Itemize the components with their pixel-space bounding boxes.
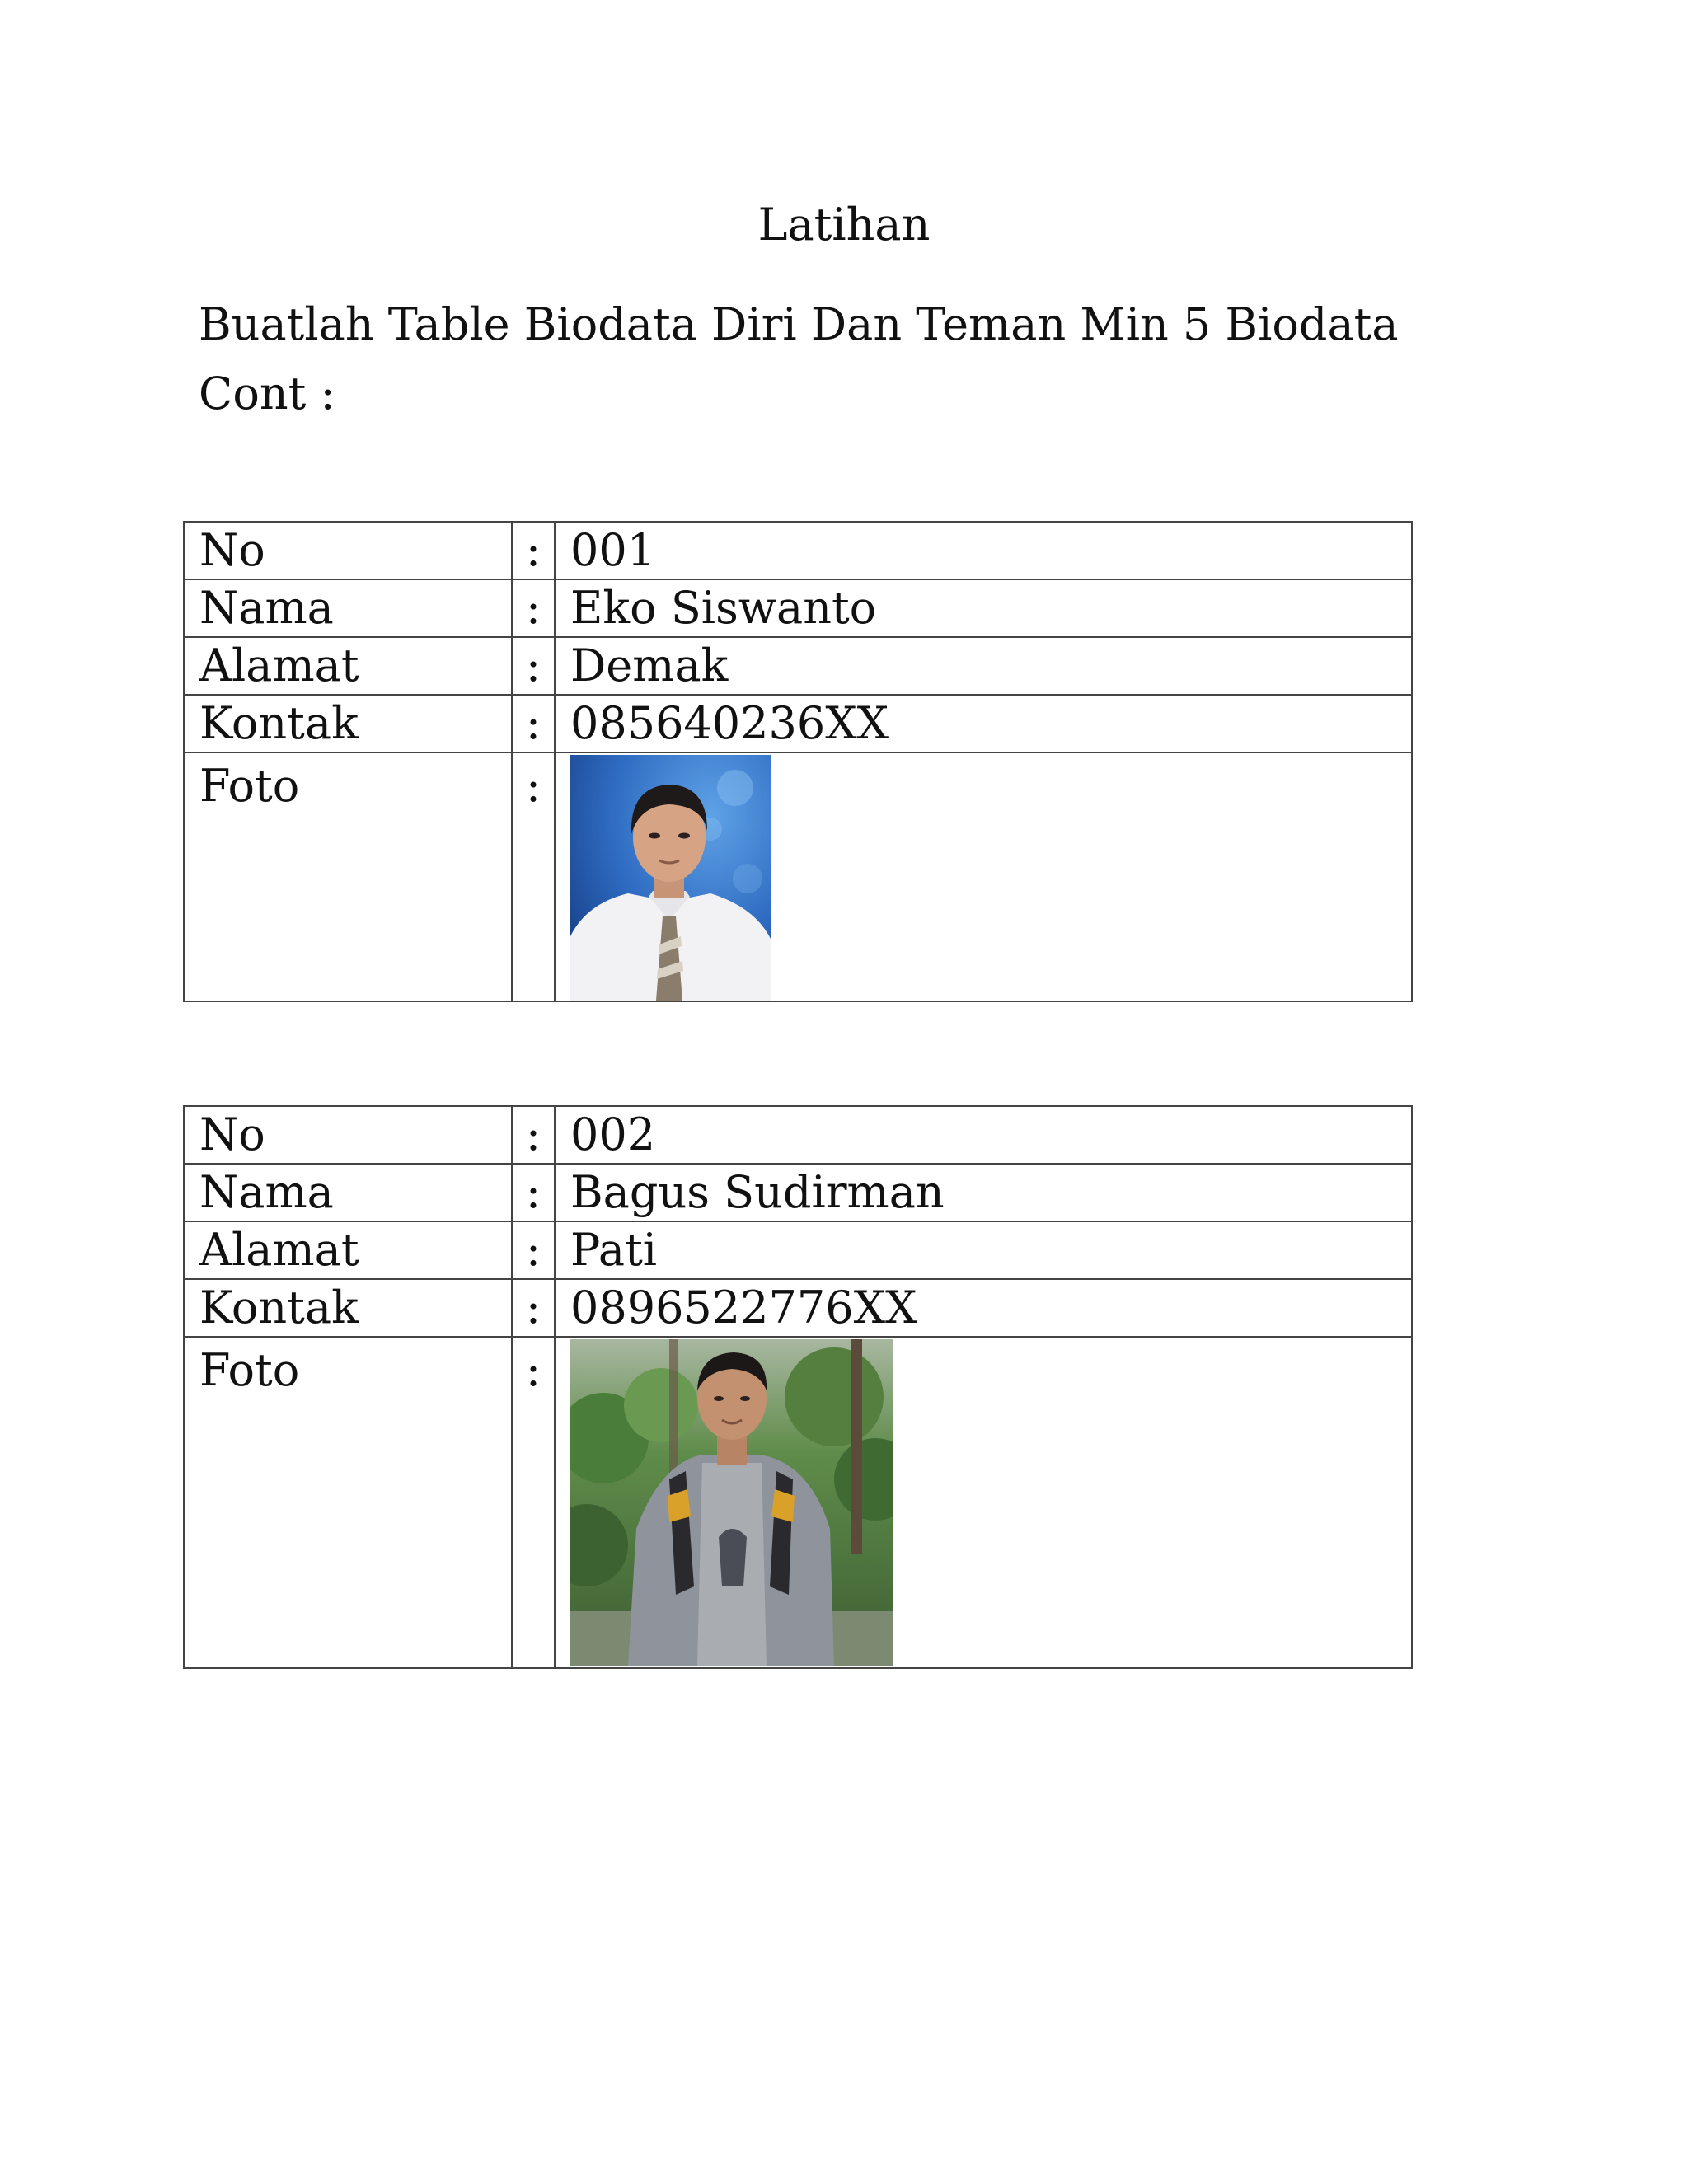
table-row — [184, 1337, 1412, 1668]
separator: : — [512, 1279, 555, 1337]
value-foto — [555, 1337, 1412, 1668]
table-row — [184, 1221, 1412, 1279]
label-alamat: Alamat — [184, 637, 512, 695]
label-kontak: Kontak — [184, 1279, 512, 1337]
instruction-line-1: Buatlah Table Biodata Diri Dan Teman Min 5 Biodata — [199, 298, 1399, 350]
label-foto: Foto — [184, 752, 512, 1001]
table-row — [184, 637, 1412, 695]
value-no: 001 — [555, 522, 1412, 579]
value-no: 002 — [555, 1106, 1412, 1164]
value-alamat: Demak — [555, 637, 1412, 695]
separator: : — [512, 637, 555, 695]
table-row — [184, 1164, 1412, 1221]
label-alamat: Alamat — [184, 1221, 512, 1279]
label-nama: Nama — [184, 1164, 512, 1221]
separator: : — [512, 1106, 555, 1164]
table-row — [184, 522, 1412, 579]
biodata-table-2 — [183, 1105, 1413, 1669]
label-nama: Nama — [184, 579, 512, 637]
separator: : — [512, 522, 555, 579]
separator: : — [512, 579, 555, 637]
separator: : — [512, 1221, 555, 1279]
value-alamat: Pati — [555, 1221, 1412, 1279]
person-photo-2 — [570, 1339, 1411, 1666]
label-no: No — [184, 1106, 512, 1164]
value-nama: Bagus Sudirman — [555, 1164, 1412, 1221]
table-row — [184, 695, 1412, 752]
instruction-line-2: Cont : — [199, 368, 335, 419]
label-kontak: Kontak — [184, 695, 512, 752]
separator: : — [512, 752, 555, 1001]
separator: : — [512, 1164, 555, 1221]
biodata-table-1 — [183, 521, 1413, 1002]
instruction-text — [199, 290, 1399, 429]
table-row — [184, 1279, 1412, 1337]
value-nama: Eko Siswanto — [555, 579, 1412, 637]
value-kontak: 085640236XX — [555, 695, 1412, 752]
separator: : — [512, 1337, 555, 1668]
separator: : — [512, 695, 555, 752]
value-kontak: 0896522776XX — [555, 1279, 1412, 1337]
table-row — [184, 1106, 1412, 1164]
page-title: Latihan — [757, 199, 931, 251]
label-no: No — [184, 522, 512, 579]
value-foto — [555, 752, 1412, 1001]
table-row — [184, 752, 1412, 1001]
label-foto: Foto — [184, 1337, 512, 1668]
table-row — [184, 579, 1412, 637]
person-photo-1 — [570, 755, 1411, 1001]
